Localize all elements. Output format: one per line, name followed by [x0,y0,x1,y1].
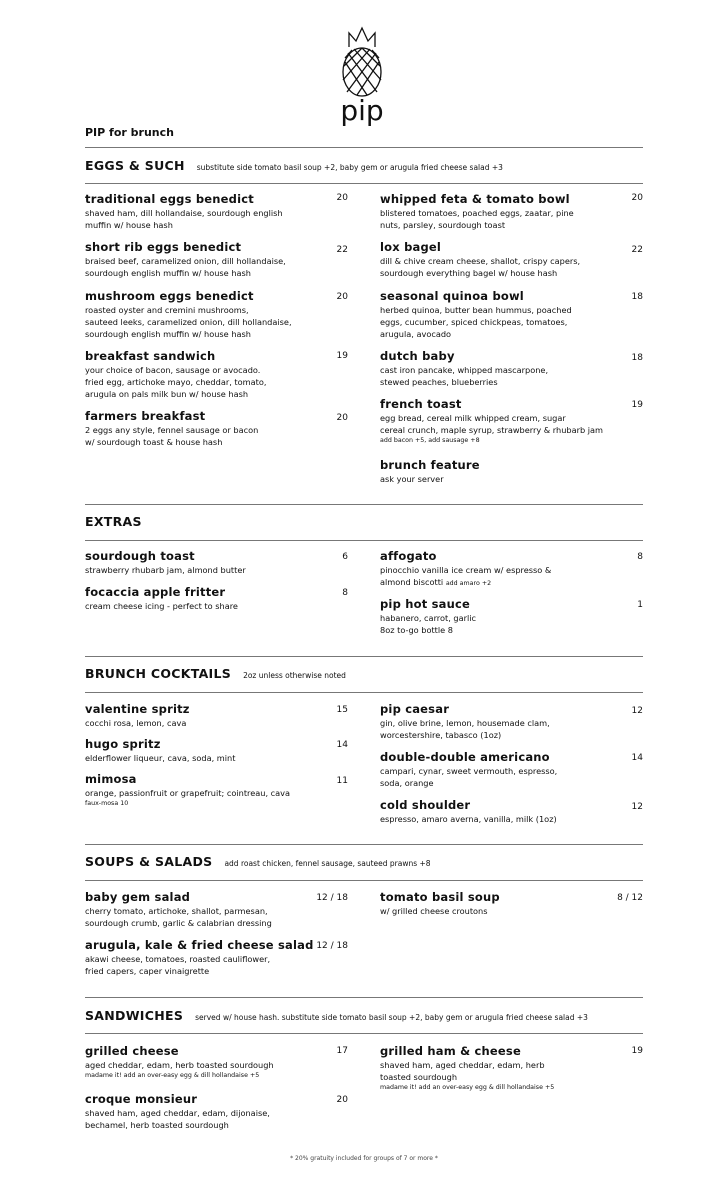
item-price: 19 [631,1046,643,1056]
menu-item: breakfast sandwich your choice of bacon, sausage or avocado. fried egg, artichoke mayo, cheddar, tomato, arugula on pals milk bun w/ house hash [85,349,267,399]
menu-item: hugo spritz elderflower liqueur, cava, soda, mint [85,737,236,763]
item-price: 14 [631,753,643,763]
item-price: 8 / 12 [617,893,643,903]
item-price: 17 [336,1046,348,1056]
menu-item: seasonal quinoa bowl herbed quinoa, butter bean hummus, poached eggs, cucumber, spiced chickpeas, tomatoes, arugula, avocado [380,289,572,339]
menu-item: mimosa orange, passionfruit or grapefruit; cointreau, cava faux-mosa 10 [85,772,291,807]
item-price: 12 / 18 [316,893,348,903]
menu-item: brunch feature ask your server [380,458,480,484]
item-price: 8 [342,588,348,598]
menu-item: cold shoulder espresso, amaro averna, vanilla, milk (1oz) [380,798,557,824]
menu-item: grilled cheese aged cheddar, edam, herb toasted sourdough madame it! add an over-easy egg & dill hollandaise +5 [85,1044,274,1079]
section-title: SANDWICHES [85,1008,184,1023]
menu-item: short rib eggs benedict braised beef, caramelized onion, dill hollandaise, sourdough english muffin w/ house hash [85,240,286,278]
item-price: 14 [336,740,348,750]
section-note: add roast chicken, fennel sausage, sauteed prawns +8 [224,859,431,868]
item-price: 18 [631,353,643,363]
menu-item: whipped feta & tomato bowl blistered tomatoes, poached eggs, zaatar, pine nuts, parsley, sourdough toast [380,192,574,230]
menu-item: dutch baby cast iron pancake, whipped mascarpone, stewed peaches, blueberries [380,349,549,387]
item-price: 12 / 18 [316,941,348,951]
gratuity-footer: * 20% gratuity included for groups of 7 or more * [290,1155,438,1162]
section-note: substitute side tomato basil soup +2, baby gem or arugula fried cheese salad +3 [196,163,503,172]
menu-item: arugula, kale & fried cheese salad akawi cheese, tomatoes, roasted cauliflower, fried capers, caper vinaigrette [85,938,314,976]
item-price: 22 [631,245,643,255]
item-price: 1 [637,600,643,610]
item-price: 11 [336,776,348,786]
item-price: 20 [336,413,348,423]
menu-title: PIP for brunch [85,126,174,139]
menu-item: lox bagel dill & chive cream cheese, shallot, crispy capers, sourdough everything bagel w/ house hash [380,240,581,278]
item-price: 8 [637,552,643,562]
section-note: served w/ house hash. substitute side tomato basil soup +2, baby gem or arugula fried cheese salad +3 [195,1013,588,1022]
menu-item: traditional eggs benedict shaved ham, dill hollandaise, sourdough english muffin w/ house hash [85,192,283,230]
logo-wordmark: pip [340,94,384,127]
item-price: 19 [631,400,643,410]
menu-item: baby gem salad cherry tomato, artichoke, shallot, parmesan, sourdough crumb, garlic & calabrian dressing [85,890,272,928]
menu-item: french toast egg bread, cereal milk whipped cream, sugar cereal crunch, maple syrup, strawberry & rhubarb jam add bacon +5, add sausage +8 [380,397,604,444]
item-price: 20 [631,193,643,203]
pineapple-logo [332,20,392,130]
menu-item: grilled ham & cheese shaved ham, aged cheddar, edam, herb toasted sourdough madame it! add an over-easy egg & dill hollandaise +5 [380,1044,555,1091]
menu-item: pip hot sauce habanero, carrot, garlic 8oz to-go bottle 8 [380,597,477,635]
section-title: EGGS & SUCH [85,158,185,173]
item-price: 20 [336,193,348,203]
menu-item: double-double americano campari, cynar, sweet vermouth, espresso, soda, orange [380,750,558,788]
menu-item: sourdough toast strawberry rhubarb jam, almond butter [85,549,246,575]
menu-item: pip caesar gin, olive brine, lemon, housemade clam, worcestershire, tabasco (1oz) [380,702,550,740]
item-price: 12 [631,802,643,812]
item-price: 18 [631,292,643,302]
item-price: 22 [336,245,348,255]
item-price: 20 [336,1095,348,1105]
item-price: 19 [336,351,348,361]
menu-item: valentine spritz cocchi rosa, lemon, cava [85,702,190,728]
menu-item: croque monsieur shaved ham, aged cheddar, edam, dijonaise, bechamel, herb toasted sourdough [85,1092,270,1130]
section-title: BRUNCH COCKTAILS [85,666,232,681]
item-price: 20 [336,292,348,302]
section-title: EXTRAS [85,514,142,529]
menu-item: farmers breakfast 2 eggs any style, fennel sausage or bacon w/ sourdough toast & house hash [85,409,259,447]
item-price: 15 [336,705,348,715]
item-price: 6 [342,552,348,562]
menu-item: mushroom eggs benedict roasted oyster and cremini mushrooms, sauteed leeks, caramelized onion, dill hollandaise, sourdough english muffin w/ house hash [85,289,292,339]
menu-item: tomato basil soup w/ grilled cheese croutons [380,890,500,916]
section-title: SOUPS & SALADS [85,854,213,869]
menu-item: affogato pinocchio vanilla ice cream w/ espresso & almond biscotti add amaro +2 [380,549,552,587]
item-price: 12 [631,706,643,716]
section-note: 2oz unless otherwise noted [243,671,346,680]
menu-item: focaccia apple fritter cream cheese icing - perfect to share [85,585,238,611]
